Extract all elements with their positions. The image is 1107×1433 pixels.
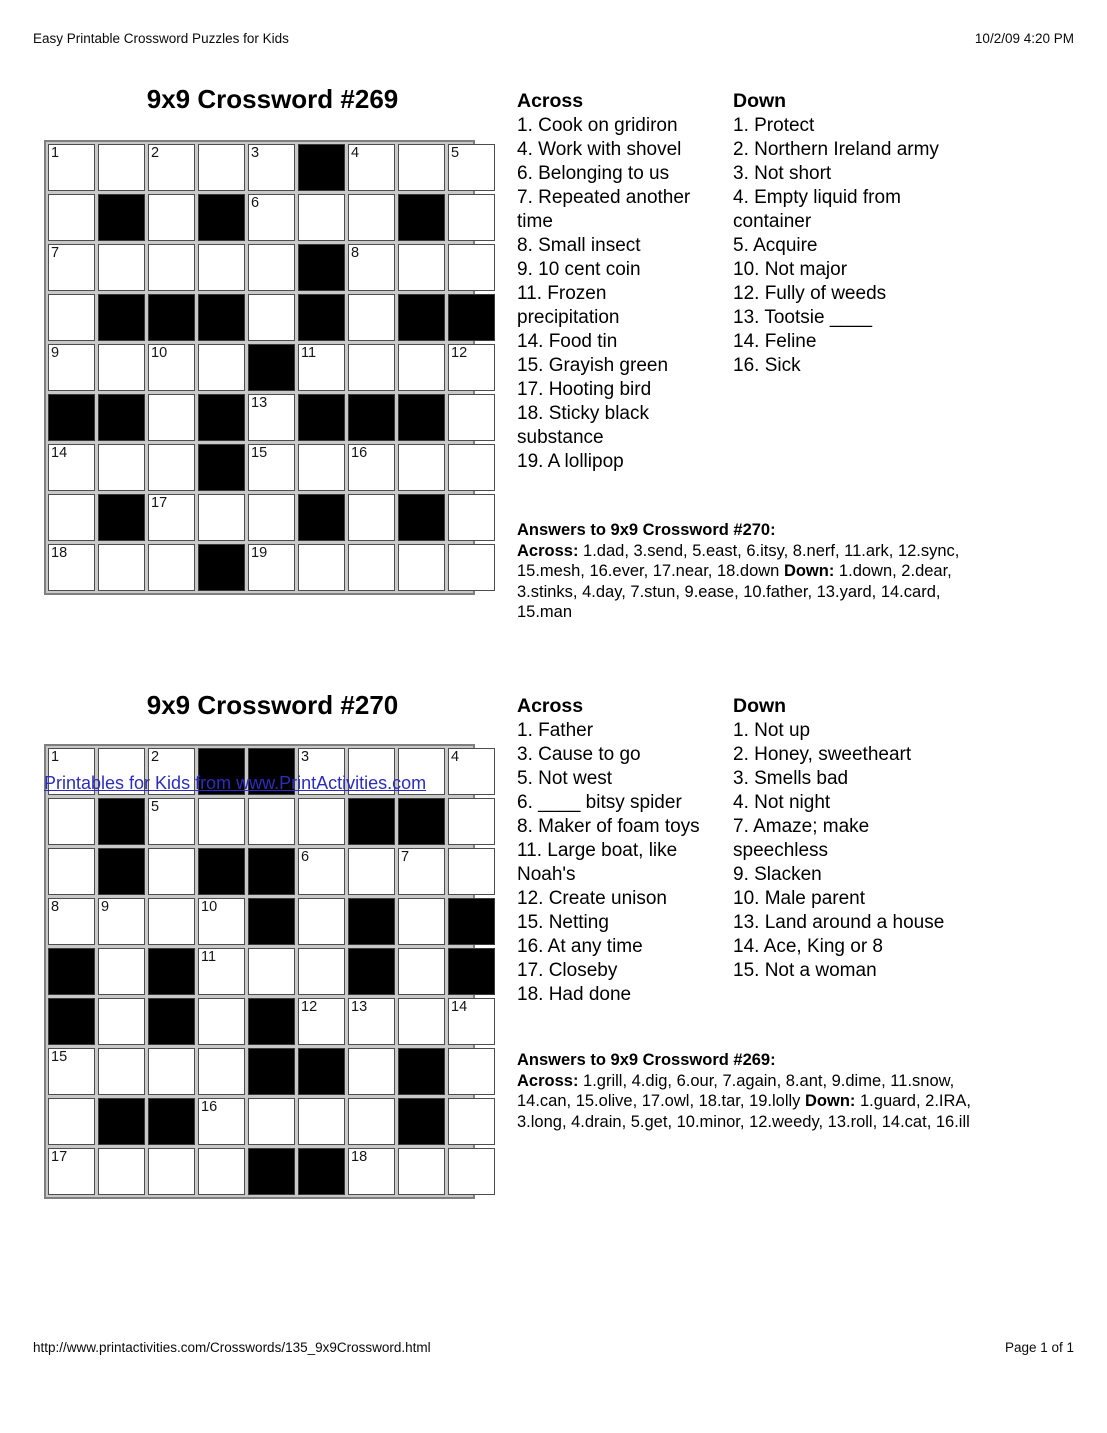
cell-number: 3 [251, 145, 260, 161]
cell-number: 8 [51, 899, 60, 915]
crossword-grid-270 [44, 744, 475, 1199]
clue: 12. Fully of weeds [733, 283, 887, 304]
black-cell [198, 848, 245, 895]
grid-cell [98, 1048, 145, 1095]
cell-number: 13 [251, 395, 268, 411]
black-cell [98, 848, 145, 895]
grid-cell [248, 394, 295, 441]
grid-cell [398, 444, 445, 491]
black-cell [198, 444, 245, 491]
grid-cell [198, 898, 245, 945]
grid-cell [198, 344, 245, 391]
black-cell [398, 1098, 445, 1145]
cell-number: 4 [351, 145, 360, 161]
clue: 2. Northern Ireland army [733, 139, 939, 160]
grid-cell [348, 144, 395, 191]
grid-cell [148, 1048, 195, 1095]
grid-cell [448, 544, 495, 591]
black-cell [98, 294, 145, 341]
printactivities-link[interactable]: Printables for Kids from www.PrintActivities.com [44, 773, 427, 793]
grid-cell [98, 344, 145, 391]
cell-number: 9 [51, 345, 60, 361]
grid-cell [398, 544, 445, 591]
grid-cell [448, 848, 495, 895]
answers-down-values: 1.down, 2.dear, 3.stinks, 4.day, 7.stun, 9.ease, 10.father, 13.yard, 14.card, 15.man [517, 562, 952, 621]
black-cell [198, 194, 245, 241]
puzzle-269-title: 9x9 Crossword #269 [146, 84, 399, 114]
crossword-grid-269 [44, 140, 475, 595]
grid-cell [198, 494, 245, 541]
clue: 4. Work with shovel [517, 139, 682, 160]
clue: 8. Maker of foam toys [517, 816, 700, 837]
grid-cell [98, 898, 145, 945]
black-cell [248, 998, 295, 1045]
clue: 6. ____ bitsy spider [517, 792, 682, 813]
puzzle-270-across-clues [517, 693, 710, 1007]
grid-cell [48, 244, 95, 291]
black-cell [398, 294, 445, 341]
cell-number: 15 [251, 445, 268, 461]
grid-cell [448, 144, 495, 191]
grid-cell [48, 444, 95, 491]
cell-number: 10 [201, 899, 218, 915]
grid-cell [298, 898, 345, 945]
answers-block-269 [517, 1050, 975, 1132]
grid-cell [348, 1148, 395, 1195]
black-cell [198, 394, 245, 441]
grid-cell [298, 544, 345, 591]
grid-cell [148, 444, 195, 491]
black-cell [198, 544, 245, 591]
cell-number: 11 [301, 345, 317, 361]
answers-across-values: 1.grill, 4.dig, 6.our, 7.again, 8.ant, 9.dime, 11.snow, 14.can, 15.olive, 17.owl, 18.tar, 19.lolly [517, 1071, 955, 1110]
black-cell [398, 494, 445, 541]
grid-cell [398, 848, 445, 895]
down-heading: Down [733, 90, 787, 112]
cell-number: 4 [451, 749, 460, 765]
grid-cell [348, 848, 395, 895]
clue: 9. 10 cent coin [517, 259, 641, 280]
clue: 17. Hooting bird [517, 379, 652, 400]
grid-cell [198, 998, 245, 1045]
grid-cell [448, 444, 495, 491]
print-header [33, 31, 1074, 46]
grid-cell [248, 444, 295, 491]
grid-cell [448, 394, 495, 441]
clue: 9. Slacken [733, 864, 822, 885]
grid-cell [198, 1098, 245, 1145]
clue: 1. Protect [733, 115, 815, 136]
black-cell [248, 1148, 295, 1195]
across-clue-list [517, 114, 710, 474]
grid-cell [48, 494, 95, 541]
clue: 1. Father [517, 720, 594, 741]
grid-cell [448, 244, 495, 291]
clue: 6. Belonging to us [517, 163, 670, 184]
across-heading: Across [517, 695, 584, 717]
black-cell [148, 998, 195, 1045]
print-footer [33, 1340, 1074, 1355]
cell-number: 18 [351, 1149, 368, 1165]
clue: 7. Repeated another time [517, 187, 691, 232]
grid-cell [448, 748, 495, 795]
cell-number: 1 [51, 749, 60, 765]
clue: 13. Tootsie ____ [733, 307, 873, 328]
grid-cell [98, 144, 145, 191]
clue: 5. Not west [517, 768, 613, 789]
grid-cell [348, 1098, 395, 1145]
down-heading: Down [733, 695, 787, 717]
cell-number: 1 [51, 145, 60, 161]
black-cell [298, 144, 345, 191]
answers-text [517, 1071, 975, 1133]
grid-cell [348, 1048, 395, 1095]
cell-number: 18 [51, 545, 68, 561]
grid-cell [448, 494, 495, 541]
footer-url: http://www.printactivities.com/Crosswords/135_9x9Crossword.html [33, 1340, 431, 1355]
black-cell [248, 1048, 295, 1095]
grid-cell [148, 798, 195, 845]
cell-number: 3 [301, 749, 310, 765]
answers-down-label: Down: [805, 1092, 856, 1110]
answers-across-label: Across: [517, 1071, 579, 1090]
grid-cell [248, 144, 295, 191]
grid-cell [248, 798, 295, 845]
black-cell [448, 898, 495, 945]
clue: 3. Cause to go [517, 744, 641, 765]
grid-cell [48, 544, 95, 591]
grid-cell [298, 344, 345, 391]
cell-number: 7 [51, 245, 60, 261]
grid-cell [398, 144, 445, 191]
grid-cell [348, 244, 395, 291]
grid-cell [98, 544, 145, 591]
cell-number: 12 [451, 345, 468, 361]
answers-down-label: Down: [783, 562, 835, 580]
grid-cell [248, 494, 295, 541]
grid-cell [48, 144, 95, 191]
grid-cell [148, 244, 195, 291]
black-cell [448, 948, 495, 995]
clue: 14. Food tin [517, 331, 618, 352]
black-cell [348, 798, 395, 845]
black-cell [98, 494, 145, 541]
grid-cell [348, 344, 395, 391]
footer-page-number: Page 1 of 1 [1004, 1340, 1074, 1355]
grid-cell [148, 394, 195, 441]
grid-cell [248, 194, 295, 241]
clue: 16. At any time [517, 936, 643, 957]
cell-number: 15 [51, 1049, 68, 1065]
answers-across-values: 1.dad, 3.send, 5.east, 6.itsy, 8.nerf, 11.ark, 12.sync, 15.mesh, 16.ever, 17.near, 18.down [517, 541, 960, 580]
clue: 3. Smells bad [733, 768, 849, 789]
black-cell [48, 394, 95, 441]
cell-number: 16 [351, 445, 368, 461]
black-cell [148, 948, 195, 995]
clue: 3. Not short [733, 163, 832, 184]
grid-cell [298, 998, 345, 1045]
black-cell [248, 898, 295, 945]
black-cell [248, 848, 295, 895]
cell-number: 6 [251, 195, 260, 211]
black-cell [298, 494, 345, 541]
cell-number: 16 [201, 1099, 218, 1115]
cell-number: 11 [201, 949, 217, 965]
black-cell [98, 194, 145, 241]
black-cell [148, 1098, 195, 1145]
puzzle-269-down-clues [733, 88, 955, 378]
grid-cell [198, 1048, 245, 1095]
grid-cell [98, 244, 145, 291]
black-cell [198, 294, 245, 341]
answers-text [517, 541, 975, 623]
black-cell [298, 294, 345, 341]
grid-cell [198, 798, 245, 845]
grid-cell [348, 194, 395, 241]
black-cell [298, 244, 345, 291]
black-cell [98, 394, 145, 441]
grid-cell [98, 444, 145, 491]
grid-cell [148, 1148, 195, 1195]
cell-number: 12 [301, 999, 318, 1015]
clue: 1. Cook on gridiron [517, 115, 678, 136]
grid-cell [298, 194, 345, 241]
cell-number: 8 [351, 245, 360, 261]
grid-cell [148, 144, 195, 191]
grid-cell [348, 444, 395, 491]
grid-cell [98, 998, 145, 1045]
grid-cell [398, 244, 445, 291]
grid-cell [148, 344, 195, 391]
cell-number: 7 [401, 849, 410, 865]
answers-heading: Answers to 9x9 Crossword #269: [517, 1051, 776, 1069]
clue: 5. Acquire [733, 235, 818, 256]
cell-number: 17 [151, 495, 168, 511]
puzzle-270-down-clues [733, 693, 945, 983]
grid-cell [298, 948, 345, 995]
grid-cell [348, 544, 395, 591]
grid-cell [148, 848, 195, 895]
clue: 12. Create unison [517, 888, 667, 909]
grid-cell [198, 244, 245, 291]
black-cell [98, 1098, 145, 1145]
clue: 8. Small insect [517, 235, 641, 256]
black-cell [348, 394, 395, 441]
clue: 15. Not a woman [733, 960, 877, 981]
grid-cell [48, 798, 95, 845]
clue: 15. Netting [517, 912, 609, 933]
grid-cell [48, 1148, 95, 1195]
grid-cell [48, 848, 95, 895]
clue: 17. Closeby [517, 960, 618, 981]
clue: 19. A lollipop [517, 451, 624, 472]
down-clue-list [733, 719, 945, 983]
puzzle-269-across-clues [517, 88, 710, 474]
grid-cell [98, 948, 145, 995]
clue: 11. Frozen precipitation [517, 283, 620, 328]
grid-cell [148, 494, 195, 541]
grid-cell [398, 898, 445, 945]
black-cell [298, 1048, 345, 1095]
black-cell [348, 948, 395, 995]
clue: 10. Male parent [733, 888, 866, 909]
grid-cell [48, 898, 95, 945]
grid-cell [298, 848, 345, 895]
grid-cell [448, 798, 495, 845]
black-cell [298, 1148, 345, 1195]
answers-block-270 [517, 520, 975, 623]
clue: 2. Honey, sweetheart [733, 744, 912, 765]
grid-cell [48, 1098, 95, 1145]
grid-cell [198, 1148, 245, 1195]
cell-number: 13 [351, 999, 368, 1015]
clue: 14. Feline [733, 331, 817, 352]
puzzle-270-title: 9x9 Crossword #270 [146, 690, 399, 720]
cell-number: 10 [151, 345, 168, 361]
grid-cell [448, 1148, 495, 1195]
grid-cell [448, 1048, 495, 1095]
grid-cell [448, 1098, 495, 1145]
grid-cell [148, 194, 195, 241]
grid-cell [48, 344, 95, 391]
black-cell [448, 294, 495, 341]
grid-cell [348, 998, 395, 1045]
grid-cell [398, 948, 445, 995]
answers-heading: Answers to 9x9 Crossword #270: [517, 521, 776, 539]
black-cell [398, 1048, 445, 1095]
grid-cell [148, 898, 195, 945]
grid-cell [398, 344, 445, 391]
black-cell [148, 294, 195, 341]
grid-cell [148, 544, 195, 591]
clue: 18. Sticky black substance [517, 403, 649, 448]
down-clue-list [733, 114, 955, 378]
clue: 14. Ace, King or 8 [733, 936, 883, 957]
black-cell [398, 798, 445, 845]
grid-cell [48, 1048, 95, 1095]
clue: 15. Grayish green [517, 355, 669, 376]
cell-number: 14 [51, 445, 68, 461]
grid-cell [198, 144, 245, 191]
grid-cell [198, 948, 245, 995]
clue: 10. Not major [733, 259, 848, 280]
black-cell [298, 394, 345, 441]
answers-across-label: Across: [517, 541, 579, 560]
clue: 7. Amaze; make speechless [733, 816, 870, 861]
grid-cell [298, 1098, 345, 1145]
grid-cell [398, 998, 445, 1045]
clue: 1. Not up [733, 720, 811, 741]
clue: 16. Sick [733, 355, 801, 376]
clue: 18. Had done [517, 984, 632, 1005]
black-cell [398, 394, 445, 441]
header-datetime: 10/2/09 4:20 PM [974, 31, 1074, 46]
grid-cell [398, 1148, 445, 1195]
grid-cell [298, 444, 345, 491]
black-cell [248, 344, 295, 391]
grid-cell [48, 294, 95, 341]
cell-number: 2 [151, 749, 160, 765]
grid-cell [348, 494, 395, 541]
cell-number: 17 [51, 1149, 68, 1165]
clue: 11. Large boat, like Noah's [517, 840, 678, 885]
grid-cell [98, 1148, 145, 1195]
clue: 4. Empty liquid from container [733, 187, 901, 232]
black-cell [398, 194, 445, 241]
black-cell [48, 948, 95, 995]
across-clue-list [517, 719, 710, 1007]
black-cell [348, 898, 395, 945]
header-document-title: Easy Printable Crossword Puzzles for Kids [33, 31, 289, 46]
grid-cell [248, 244, 295, 291]
grid-cell [248, 294, 295, 341]
cell-number: 6 [301, 849, 310, 865]
black-cell [48, 998, 95, 1045]
cell-number: 5 [451, 145, 460, 161]
grid-cell [448, 194, 495, 241]
across-heading: Across [517, 90, 584, 112]
grid-cell [48, 194, 95, 241]
grid-cell [298, 798, 345, 845]
black-cell [98, 798, 145, 845]
cell-number: 14 [451, 999, 468, 1015]
grid-cell [248, 1098, 295, 1145]
cell-number: 19 [251, 545, 268, 561]
grid-cell [448, 998, 495, 1045]
grid-cell [248, 948, 295, 995]
cell-number: 9 [101, 899, 110, 915]
clue: 13. Land around a house [733, 912, 945, 933]
grid-cell [448, 344, 495, 391]
answers-down-values: 1.guard, 2.IRA, 3.long, 4.drain, 5.get, 10.minor, 12.weedy, 13.roll, 14.cat, 16.ill [517, 1092, 971, 1131]
clue: 4. Not night [733, 792, 831, 813]
grid-cell [348, 294, 395, 341]
cell-number: 5 [151, 799, 160, 815]
cell-number: 2 [151, 145, 160, 161]
grid-cell [248, 544, 295, 591]
